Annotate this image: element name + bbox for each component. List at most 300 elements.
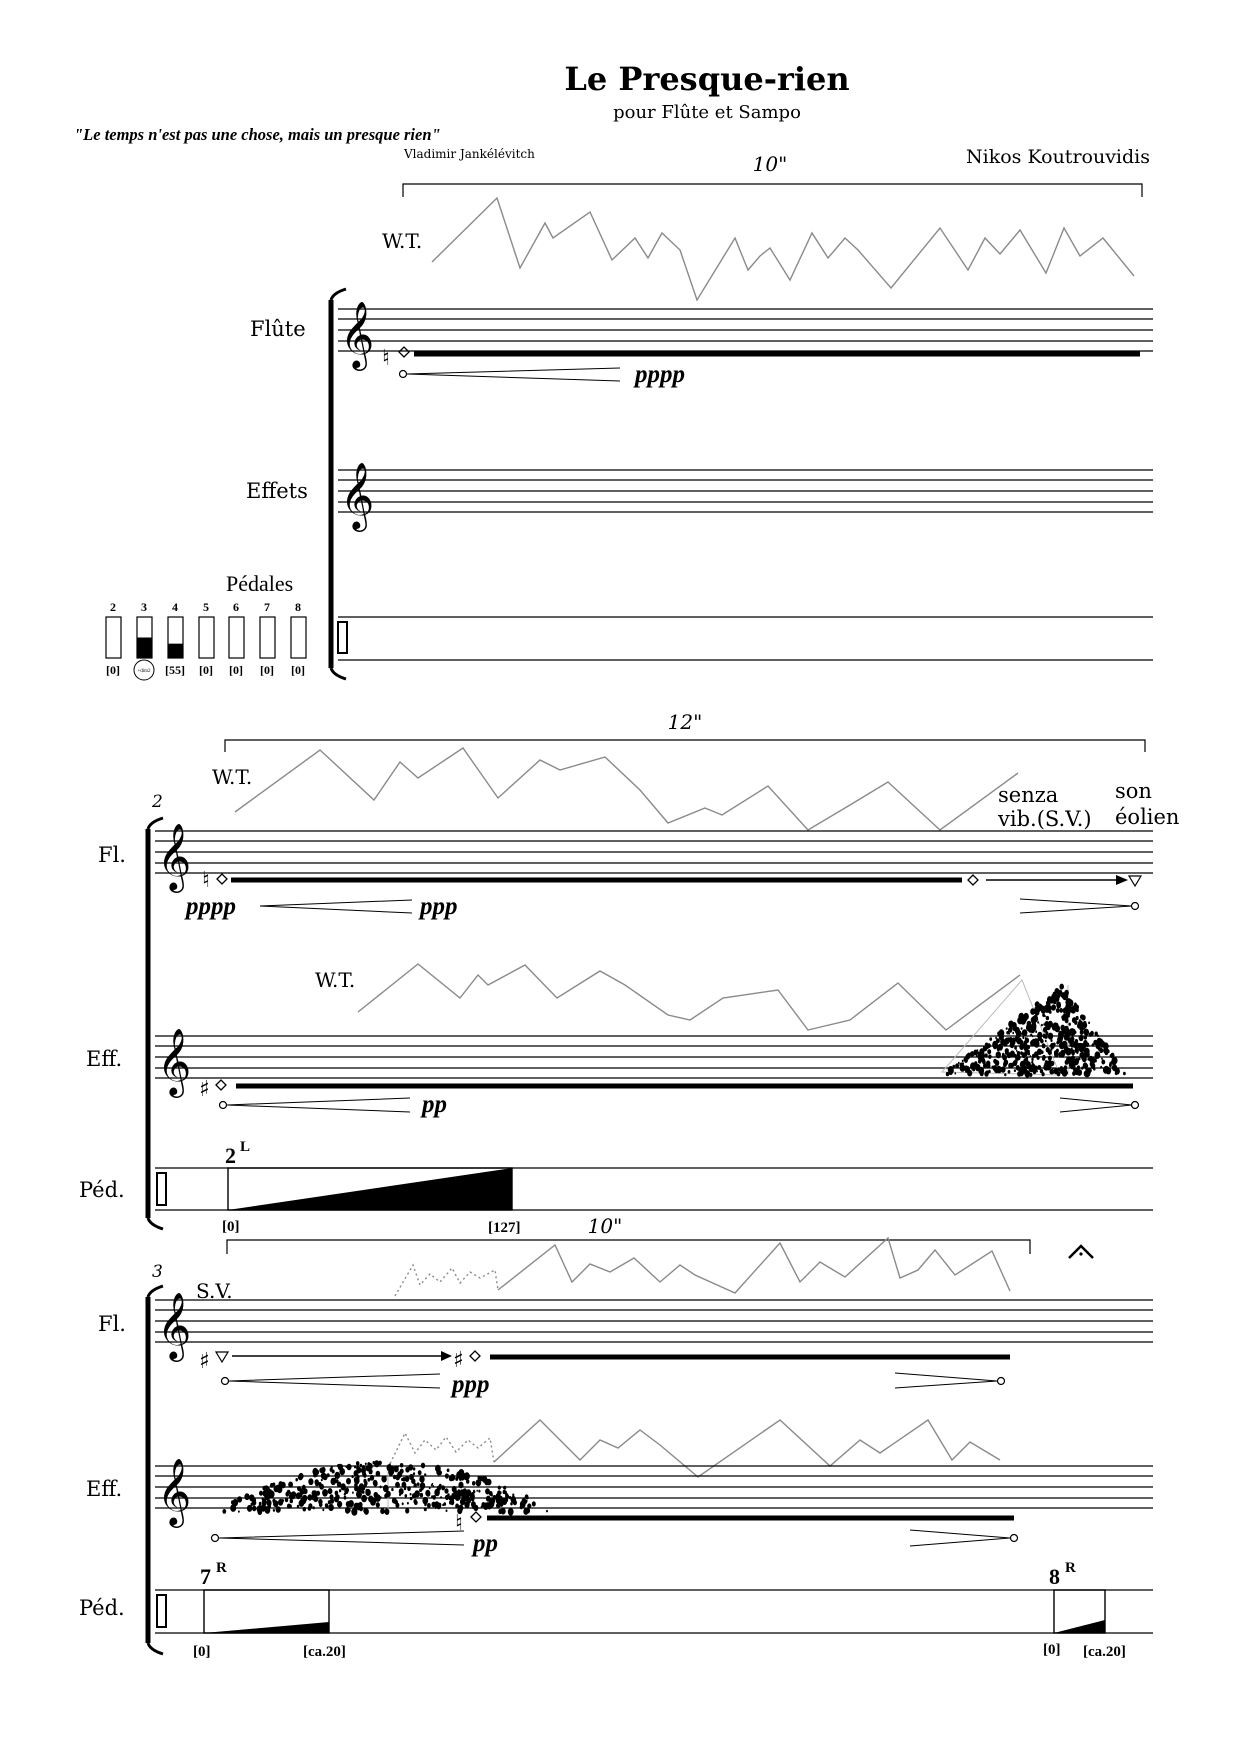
treble-clef-icon: 𝄞 <box>157 822 192 890</box>
grain-dot <box>405 1508 409 1514</box>
pedal-clef-icon <box>157 1595 166 1627</box>
grain-dot <box>1000 1035 1002 1038</box>
grain-dot <box>367 1462 370 1466</box>
system-2 <box>79 710 1179 1236</box>
measure-number: 2 <box>152 792 163 812</box>
instrument-label-flute: Flûte <box>250 317 306 341</box>
pedal-number: 7 <box>200 1564 211 1589</box>
sharp-sign-icon: ♯ <box>453 1348 464 1373</box>
grain-dot <box>339 1489 341 1492</box>
grain-dot <box>1045 1040 1047 1042</box>
instrument-label-flute: Fl. <box>98 843 126 867</box>
instrument-label-pedals: Péd. <box>79 1178 125 1202</box>
grain-dot <box>270 1483 274 1488</box>
grain-dot <box>420 1482 425 1489</box>
grain-dot <box>1085 1029 1087 1031</box>
grain-dot <box>497 1490 501 1495</box>
wt-label: W.T. <box>212 765 253 789</box>
grain-dot <box>1048 1056 1052 1061</box>
pedal-value: [0] <box>199 663 213 677</box>
grain-dot <box>481 1502 485 1507</box>
grain-dot <box>316 1491 320 1496</box>
natural-sign-icon: ♮ <box>455 1511 463 1536</box>
grain-dot <box>319 1502 323 1507</box>
dynamic-marking: ppp <box>452 1371 490 1398</box>
pedal-start-value: [0] <box>193 1644 211 1660</box>
whistle-tone-contour <box>432 198 1134 300</box>
grain-dot <box>445 1473 449 1478</box>
grain-dot <box>1071 1050 1075 1055</box>
grain-dot <box>1002 1055 1004 1057</box>
aeolian-note <box>216 1352 228 1362</box>
grain-dot <box>499 1501 503 1507</box>
grain-dot <box>1008 1021 1014 1028</box>
grain-dot <box>405 1467 409 1473</box>
pedal-value: [0] <box>291 663 305 677</box>
grain-dot <box>482 1476 487 1483</box>
grain-dot <box>321 1472 326 1479</box>
grain-dot <box>455 1494 459 1499</box>
grain-dot <box>1025 1038 1029 1044</box>
instrument-label-effects: Eff. <box>86 1477 123 1501</box>
pedal-side: R <box>1065 1560 1076 1576</box>
duration-bracket <box>227 1240 1030 1254</box>
duration-label: 10" <box>587 1214 623 1238</box>
epigraph: "Le temps n'est pas une chose, mais un presque rien" <box>74 125 441 144</box>
grain-dot <box>1100 1043 1104 1048</box>
grain-dot <box>344 1496 347 1500</box>
dynamic-marking: pp <box>422 1091 447 1118</box>
treble-clef-icon: 𝄞 <box>340 300 375 368</box>
grain-dot <box>1039 1033 1042 1037</box>
dynamic-marking: pppp <box>635 361 685 388</box>
crescendo-hairpin <box>219 1531 464 1545</box>
grain-dot <box>1024 1046 1028 1051</box>
grain-dot <box>1073 1005 1077 1010</box>
grain-dot <box>339 1468 345 1475</box>
grain-dot <box>1053 992 1057 997</box>
grain-dot <box>384 1509 389 1515</box>
grain-dot <box>346 1501 351 1507</box>
grain-dot <box>447 1493 449 1496</box>
niente-circle <box>222 1378 229 1385</box>
grain-dot <box>1057 1068 1059 1071</box>
pedal-side: R <box>216 1560 227 1576</box>
grain-dot <box>1042 1013 1045 1017</box>
grain-dot <box>387 1464 392 1471</box>
grain-dot <box>492 1497 494 1500</box>
grain-dot <box>312 1490 316 1495</box>
grain-dot <box>478 1476 481 1480</box>
grain-dot <box>400 1463 404 1468</box>
grain-dot <box>1059 1008 1063 1013</box>
pedal-number: 5 <box>203 600 209 614</box>
grain-dot <box>526 1496 529 1499</box>
grain-dot <box>512 1494 514 1497</box>
grain-dot <box>330 1498 334 1504</box>
grain-dot <box>435 1507 437 1509</box>
grain-dot <box>985 1070 989 1075</box>
grain-dot <box>996 1045 998 1048</box>
grain-dot <box>978 1055 982 1060</box>
grain-dot <box>322 1509 324 1512</box>
grain-dot <box>360 1464 363 1467</box>
grain-dot <box>437 1486 441 1491</box>
decrescendo-hairpin <box>1060 1098 1132 1112</box>
grain-dot <box>328 1504 334 1511</box>
grain-dot <box>1116 1068 1118 1071</box>
grain-dot <box>1028 1027 1033 1033</box>
grain-dot <box>413 1467 416 1470</box>
grain-dot <box>364 1508 369 1515</box>
grain-dot <box>1040 1069 1043 1073</box>
grain-dot <box>1074 1020 1078 1025</box>
grain-dot <box>1029 1073 1032 1077</box>
grain-dot <box>267 1499 271 1505</box>
pedal-number: 8 <box>295 600 301 614</box>
grain-dot <box>419 1488 422 1492</box>
grain-dot <box>424 1508 427 1512</box>
grain-dot <box>523 1508 528 1515</box>
grain-dot <box>476 1490 478 1492</box>
grain-dot <box>395 1503 399 1508</box>
grain-dot <box>446 1509 448 1512</box>
grain-dot <box>1021 1027 1023 1030</box>
grain-dot <box>262 1486 266 1491</box>
grain-dot <box>352 1492 354 1494</box>
grain-dot <box>1086 1069 1091 1076</box>
harmonic-note <box>217 874 227 884</box>
playing-technique: son <box>1115 779 1152 803</box>
grain-dot <box>252 1506 256 1512</box>
grain-dot <box>496 1503 500 1508</box>
grain-dot <box>307 1494 312 1500</box>
grain-dot <box>987 1049 991 1054</box>
grain-dot <box>1033 1026 1037 1031</box>
grain-dot <box>1014 1069 1016 1072</box>
grain-dot <box>1109 1064 1112 1068</box>
grain-dot <box>344 1493 346 1496</box>
grain-dot <box>1008 1033 1010 1035</box>
grain-dot <box>1084 1050 1087 1054</box>
grain-dot <box>1084 1035 1087 1039</box>
grain-dot <box>383 1485 389 1493</box>
treble-clef-icon: 𝄞 <box>157 1291 192 1359</box>
grain-dot <box>413 1472 415 1475</box>
grain-dot <box>985 1053 988 1057</box>
grain-dot <box>381 1476 386 1483</box>
grain-dot <box>328 1488 333 1494</box>
grain-dot <box>297 1486 301 1491</box>
dynamic-marking: ppp <box>420 893 458 920</box>
grain-dot <box>300 1494 302 1497</box>
niente-circle <box>1132 1102 1139 1109</box>
grain-dot <box>1123 1072 1126 1076</box>
crescendo-hairpin <box>407 368 620 381</box>
grain-dot <box>354 1465 356 1468</box>
harmonic-note <box>399 347 409 357</box>
grain-dot <box>404 1487 406 1490</box>
grain-dot <box>1004 1073 1006 1076</box>
grain-dot <box>1017 1067 1019 1069</box>
grain-dot <box>295 1478 298 1481</box>
playing-technique: éolien <box>1115 805 1180 829</box>
grain-dot <box>1012 1032 1014 1034</box>
sharp-sign-icon: ♯ <box>199 1077 210 1102</box>
grain-dot <box>1031 1061 1033 1064</box>
grain-dot <box>1042 1043 1046 1048</box>
grain-dot <box>342 1485 346 1490</box>
grain-dot <box>257 1505 263 1513</box>
grain-dot <box>1064 990 1069 996</box>
grain-dot <box>1021 1033 1023 1035</box>
pedal-level-fill <box>137 638 152 659</box>
arrowhead-icon <box>1116 875 1128 885</box>
grain-dot <box>509 1496 511 1499</box>
grain-dot <box>345 1488 349 1493</box>
grain-dot <box>1045 1057 1047 1059</box>
grain-dot <box>222 1509 226 1514</box>
grain-dot <box>1076 1016 1079 1020</box>
grain-dot <box>399 1488 404 1495</box>
grain-dot <box>992 1066 994 1069</box>
grain-dot <box>1008 1063 1012 1069</box>
pedal-circle-label: +dim2 <box>137 669 151 674</box>
granular-cloud <box>942 980 1126 1078</box>
grain-dot <box>281 1499 284 1502</box>
grain-dot <box>976 1054 978 1057</box>
grain-dot <box>410 1497 413 1501</box>
grain-dot <box>421 1463 425 1469</box>
grain-dot <box>970 1051 974 1057</box>
grain-dot <box>486 1496 491 1502</box>
grain-dot <box>402 1502 404 1505</box>
grain-dot <box>449 1476 453 1482</box>
duration-label: 10" <box>752 152 788 176</box>
pedal-level-bar <box>229 617 244 658</box>
effects-staff <box>338 470 1153 512</box>
crescendo-hairpin <box>260 900 412 913</box>
pedal-clef-icon <box>157 1173 166 1205</box>
grain-dot <box>458 1482 463 1489</box>
grain-dot <box>983 1045 988 1051</box>
pedal-end-value: [127] <box>488 1220 521 1236</box>
grain-dot <box>1035 1030 1037 1033</box>
grain-dot <box>262 1499 267 1505</box>
whistle-tone-contour <box>235 748 1018 830</box>
grain-dot <box>1068 999 1074 1006</box>
grain-dot <box>491 1493 493 1495</box>
grain-dot <box>1059 1051 1064 1058</box>
grain-dot <box>1075 1058 1079 1064</box>
grain-dot <box>413 1500 415 1503</box>
grain-dot <box>962 1060 964 1063</box>
grain-dot <box>1037 1037 1040 1041</box>
natural-sign-icon: ♮ <box>382 346 390 371</box>
grain-dot <box>402 1482 407 1488</box>
grain-dot <box>432 1495 436 1500</box>
pedal-start-value: [0] <box>1043 1642 1061 1658</box>
grain-dot <box>405 1494 408 1497</box>
grain-dot <box>1070 1043 1074 1048</box>
crescendo-hairpin <box>227 1098 410 1112</box>
grain-dot <box>472 1481 475 1486</box>
grain-dot <box>1017 1051 1020 1055</box>
grain-dot <box>374 1498 377 1502</box>
grain-dot <box>444 1488 448 1493</box>
grain-dot <box>965 1066 970 1073</box>
grain-dot <box>1034 1009 1039 1016</box>
grain-dot <box>1046 1016 1049 1020</box>
decrescendo-hairpin <box>895 1373 997 1388</box>
grain-dot <box>455 1504 459 1509</box>
grain-dot <box>478 1490 480 1493</box>
grain-dot <box>981 1072 983 1075</box>
grain-dot <box>356 1466 359 1470</box>
grain-dot <box>370 1475 374 1481</box>
grain-dot <box>1056 1003 1061 1009</box>
pedal-level-bar <box>106 617 121 658</box>
pedal-number: 8 <box>1049 1564 1060 1589</box>
grain-dot <box>1101 1060 1105 1065</box>
system-1 <box>106 152 1153 680</box>
grain-dot <box>1016 1030 1022 1037</box>
grain-dot <box>359 1483 365 1490</box>
grain-dot <box>1031 1016 1037 1024</box>
grain-dot <box>1032 1035 1034 1037</box>
grain-dot <box>473 1505 478 1511</box>
pedal-start-value: [0] <box>222 1219 240 1235</box>
pedal-legend <box>106 600 306 680</box>
grain-dot <box>1058 990 1063 996</box>
grain-dot <box>458 1469 464 1476</box>
grain-dot <box>1010 1042 1015 1048</box>
wt-label: W.T. <box>315 968 356 992</box>
pedal-level-bar <box>291 617 306 658</box>
grain-dot <box>1055 997 1059 1002</box>
aeolian-note <box>1129 876 1141 886</box>
grain-dot <box>274 1504 276 1507</box>
grain-dot <box>414 1483 417 1488</box>
grain-dot <box>308 1506 312 1511</box>
treble-clef-icon: 𝄞 <box>340 461 375 529</box>
grain-dot <box>374 1492 379 1498</box>
instrument-label-pedals: Péd. <box>79 1596 125 1620</box>
duration-label: 12" <box>667 710 703 734</box>
grain-dot <box>1068 1057 1070 1060</box>
pedal-number: 4 <box>172 600 178 614</box>
grain-dot <box>1048 1033 1053 1040</box>
instrument-label-effects: Eff. <box>86 1047 123 1071</box>
grain-dot <box>321 1479 323 1482</box>
grain-dot <box>1099 1048 1103 1053</box>
grain-dot <box>321 1467 325 1473</box>
grain-dot <box>1032 1039 1036 1044</box>
grain-dot <box>1095 1051 1101 1059</box>
grain-dot <box>432 1483 434 1485</box>
grain-dot <box>322 1489 328 1497</box>
grain-dot <box>285 1492 289 1497</box>
grain-dot <box>365 1463 367 1466</box>
grain-dot <box>427 1503 431 1508</box>
grain-dot <box>330 1468 333 1472</box>
grain-dot <box>376 1502 380 1507</box>
grain-dot <box>414 1490 420 1497</box>
grain-dot <box>1105 1051 1108 1055</box>
flute-staff <box>338 309 1153 351</box>
pedal-number: 2 <box>110 600 116 614</box>
grain-dot <box>960 1064 966 1071</box>
flute-staff <box>155 831 1153 873</box>
whistle-tone-contour <box>494 1420 1000 1477</box>
grain-dot <box>1056 1041 1059 1045</box>
grain-dot <box>354 1503 360 1510</box>
grain-dot <box>975 1064 981 1071</box>
grain-dot <box>422 1497 428 1505</box>
playing-technique: vib.(S.V.) <box>998 807 1092 831</box>
grain-dot <box>259 1502 262 1506</box>
grain-dot <box>1069 1028 1075 1035</box>
grain-dot <box>1017 1035 1019 1037</box>
sharp-sign-icon: ♯ <box>199 1349 210 1374</box>
grain-dot <box>272 1499 275 1503</box>
whistle-tone-contour <box>498 1238 1010 1293</box>
grain-dot <box>1059 984 1064 990</box>
grain-dot <box>1065 1060 1069 1065</box>
grain-dot <box>1082 1051 1084 1054</box>
natural-sign-icon: ♮ <box>202 868 210 893</box>
grain-dot <box>1063 1007 1068 1013</box>
grain-dot <box>1032 1054 1035 1058</box>
grain-dot <box>1067 1050 1071 1055</box>
grain-dot <box>987 1043 991 1048</box>
grain-dot <box>1101 1058 1103 1060</box>
niente-circle <box>1011 1535 1018 1542</box>
niente-circle <box>220 1102 227 1109</box>
crescendo-hairpin <box>229 1374 440 1388</box>
grain-dot <box>365 1489 371 1496</box>
grain-dot <box>1088 1022 1090 1025</box>
grain-dot <box>424 1473 426 1476</box>
grain-dot <box>362 1471 366 1476</box>
dynamic-marking: pppp <box>186 893 236 920</box>
pedal-clef-icon <box>338 622 347 653</box>
grain-dot <box>1060 1025 1065 1031</box>
grain-dot <box>449 1501 452 1505</box>
grain-dot <box>391 1488 393 1491</box>
pedal-value: [55] <box>165 663 185 677</box>
grain-dot <box>1056 1049 1059 1053</box>
grain-dot <box>312 1496 314 1498</box>
grain-dot <box>503 1486 506 1490</box>
grain-dot <box>1055 1025 1061 1032</box>
pedal-value: [0] <box>260 663 274 677</box>
grain-dot <box>1043 1034 1047 1039</box>
whistle-tone-contour-dotted <box>395 1265 498 1296</box>
grain-dot <box>471 1497 475 1502</box>
grain-dot <box>455 1477 458 1481</box>
grain-dot <box>401 1478 403 1481</box>
harmonic-note <box>471 1512 481 1522</box>
grain-dot <box>1110 1054 1113 1058</box>
epigraph-author: Vladimir Jankélévitch <box>404 147 535 161</box>
grain-dot <box>1009 1037 1012 1042</box>
niente-circle <box>998 1378 1005 1385</box>
grain-dot <box>425 1490 430 1497</box>
pedal-number: 3 <box>141 600 147 614</box>
grain-dot <box>1076 1051 1078 1054</box>
grain-dot <box>395 1482 400 1488</box>
